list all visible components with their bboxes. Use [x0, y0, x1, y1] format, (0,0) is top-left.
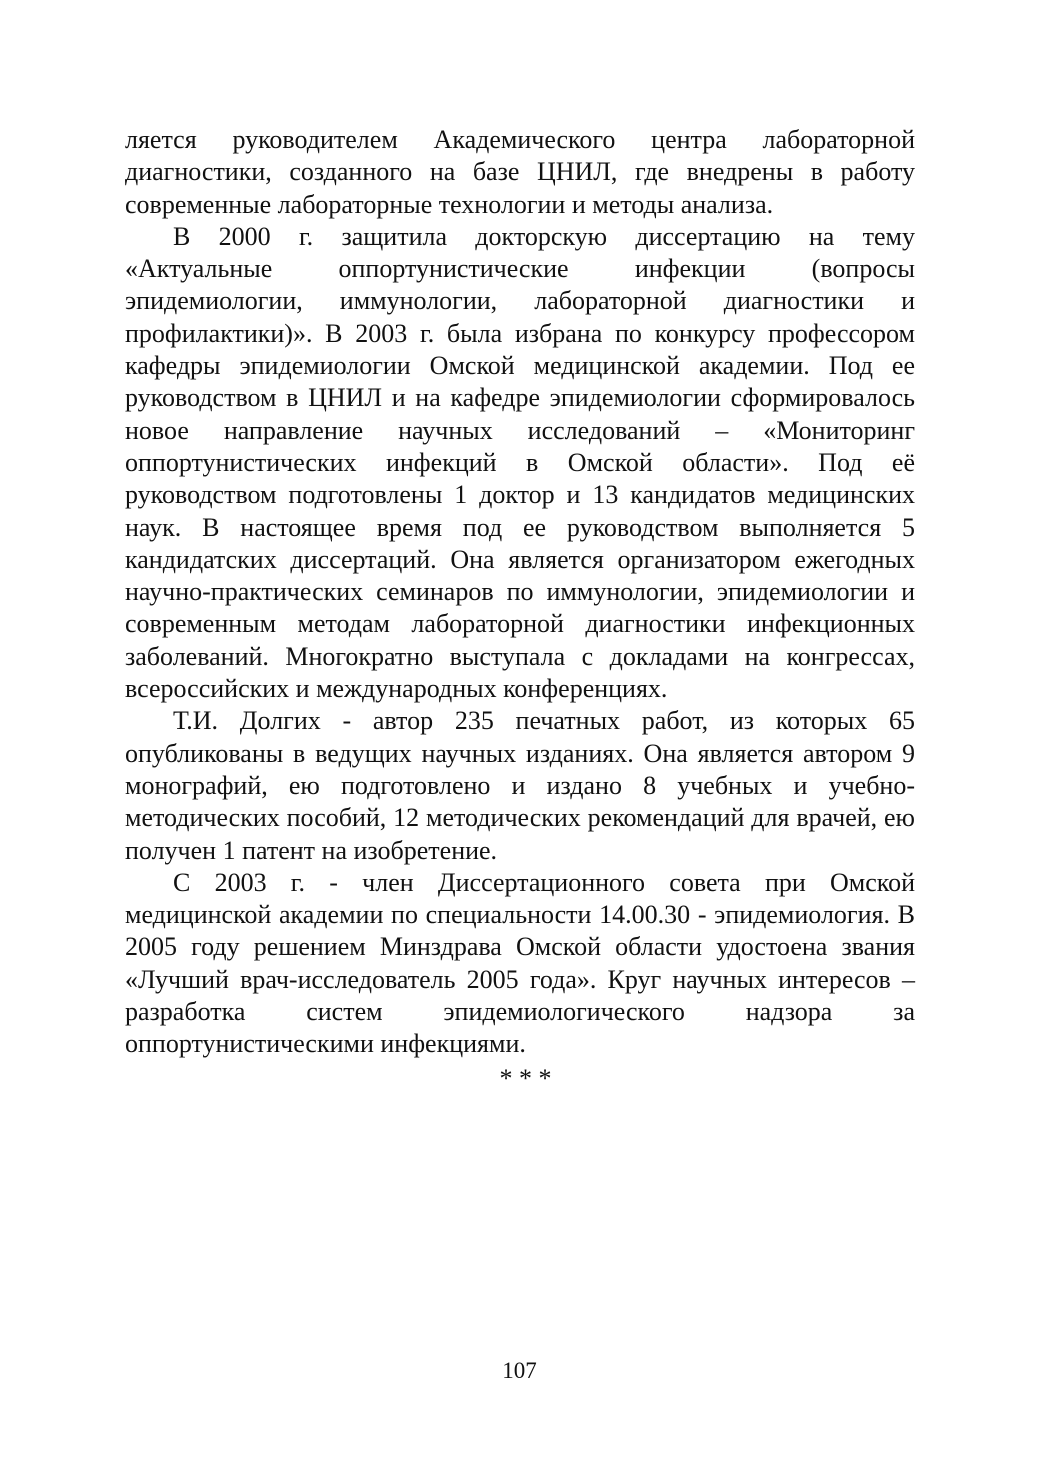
paragraph-dissertation: В 2000 г. защитила докторскую диссертацию на тему «Актуальные оппортунистические инфекции (вопросы эпидемиологии, иммунологии, лабораторной диагностики и профилактики)». В 2003 г. была избрана по конкурсу профессором кафедры эпидемиологии Омской медицинской академии. Под ее руководством в ЦНИЛ и на кафедре эпидемиологии сформировалось новое направление научных исследований – «Мониторинг оппортунистических инфекций в Омской области». Под её руководством подготовлены 1 доктор и 13 кандидатов медицинских наук. В настоящее время под ее руководством выполняется 5 кандидатских диссертаций. Она является организатором ежегодных научно-практических семинаров по иммунологии, эпидемиологии и современным методам лабораторной диагностики инфекционных заболеваний. Многократно выступала с докладами на конгрессах, всероссийских и международных конференциях. [125, 221, 915, 704]
paragraph-publications: Т.И. Долгих - автор 235 печатных работ, из которых 65 опубликованы в ведущих научных изданиях. Она является автором 9 монографий, ею подготовлено и издано 8 учебных и учебно-методических пособий, 12 методических рекомендаций для врачей, ею получен 1 патент на изобретение. [125, 706, 915, 865]
section-separator: * * * [499, 1064, 552, 1093]
paragraph-council: С 2003 г. - член Диссертационного совета при Омской медицинской академии по специальности 14.00.30 - эпидемиология. В 2005 году решением Минздрава Омской области удостоена звания «Лучший врач-исследователь 2005 года». Круг научных интересов – разработка систем эпидемиологического надзора за оппортунистическими инфекциями. [125, 867, 915, 1059]
body-text [125, 124, 915, 1061]
page-number: 107 [502, 1358, 537, 1383]
paragraph-continuation: ляется руководителем Академического центра лабораторной диагностики, созданного на базе ЦНИЛ, где внедрены в работу современные лабораторные технологии и методы анализа. [125, 125, 915, 219]
